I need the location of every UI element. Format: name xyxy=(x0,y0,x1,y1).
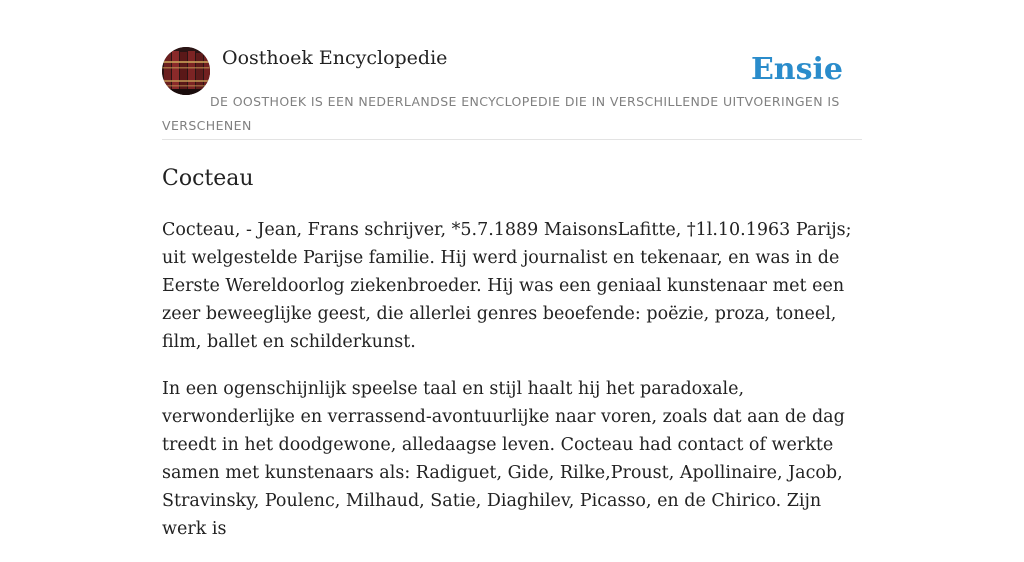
source-name[interactable]: Oosthoek Encyclopedie xyxy=(222,47,448,69)
article-paragraph: Cocteau, - Jean, Frans schrijver, *5.7.1889 MaisonsLafitte, †1l.10.1963 Parijs; uit welgestelde Parijse familie. Hij werd journalist en tekenaar, en was in de Eerste Wereldoorlog ziekenbroeder. Hij was een geniaal kunstenaar met een zeer beweeglijke geest, die allerlei genres beoefende: poëzie, proza, toneel, film, ballet en schilderkunst. xyxy=(162,220,852,352)
page-container xyxy=(162,0,862,562)
site-header xyxy=(162,0,862,140)
article-body xyxy=(162,216,862,543)
avatar[interactable] xyxy=(162,47,210,95)
article-title: Cocteau xyxy=(162,166,254,191)
article-paragraph: In een ogenschijnlijk speelse taal en stijl haalt hij het paradoxale, verwonderlijke en verrassend-avontuurlijke naar voren, zoals dat aan de dag treedt in het doodgewone, alledaagse leven. Cocteau had contact of werkte samen met kunstenaars als: Radiguet, Gide, Rilke,Proust, Apollinaire, Jacob, Stravinsky, Poulenc, Milhaud, Satie, Diaghilev, Picasso, en de Chirico. Zijn werk is xyxy=(162,379,845,539)
source-tagline: DE OOSTHOEK IS EEN NEDERLANDSE ENCYCLOPEDIE DIE IN VERSCHILLENDE UITVOERINGEN IS VERSCHENEN xyxy=(162,94,840,133)
book-spines-icon xyxy=(162,47,210,95)
brand-logo[interactable]: Ensie xyxy=(750,52,843,87)
